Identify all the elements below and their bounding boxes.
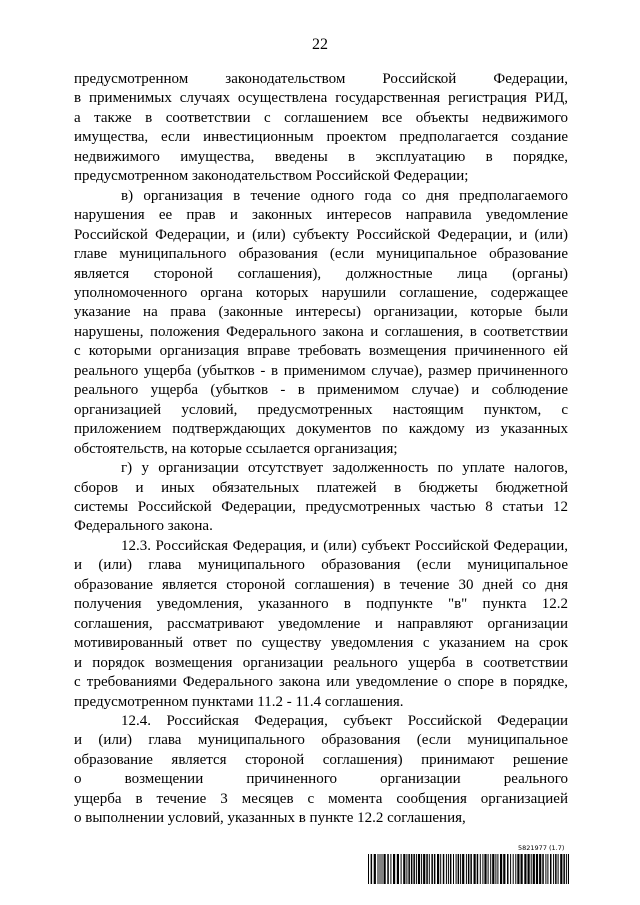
paragraph xyxy=(74,70,568,187)
text-line: приложением подтверждающих документов по каждому из указанных xyxy=(74,421,568,438)
text-line: имущества, если инвестиционным проектом предполагается создание xyxy=(74,129,568,146)
paragraph xyxy=(74,537,568,712)
text-line: реального ущерба (убытков - в применимом случае), размер причиненного xyxy=(74,362,568,379)
text-line: образование является стороной соглашения) в течение 30 дней со дня xyxy=(74,576,568,593)
document-body xyxy=(74,70,568,829)
text-line: 12.3. Российская Федерация, и (или) субъект Российской Федерации, xyxy=(121,537,568,554)
text-line: сборов и иных обязательных платежей в бюджеты бюджетной xyxy=(74,479,568,496)
text-line: уполномоченного органа которых нарушили соглашение, содержащее xyxy=(74,284,568,301)
text-line: в) организация в течение одного года со дня предполагаемого xyxy=(121,187,568,204)
text-line: образование является стороной соглашения) принимают решение xyxy=(74,751,568,768)
text-line: предусмотренном законодательством Российской Федерации; xyxy=(74,168,469,185)
text-line: с требованиями Федерального закона или уведомление о споре в порядке, xyxy=(74,674,568,691)
text-line: указание на права (законные интересы) организации, которые были xyxy=(74,304,568,321)
text-line: г) у организации отсутствует задолженность по уплате налогов, xyxy=(121,460,568,477)
text-line: с которыми организация вправе требовать возмещения причиненного ей xyxy=(74,343,568,360)
document-code: 5821977 (1.7) xyxy=(518,844,565,852)
text-line: недвижимого имущества, введены в эксплуатацию в порядке, xyxy=(74,148,568,165)
text-line: и (или) глава муниципального образования (если муниципальное xyxy=(74,557,568,574)
text-line: 12.4. Российская Федерация, субъект Российской Федерации xyxy=(121,712,568,729)
barcode xyxy=(368,854,569,884)
paragraph xyxy=(74,459,568,537)
text-line: предусмотренном пунктами 11.2 - 11.4 соглашения. xyxy=(74,693,404,710)
text-line: и порядок возмещения организации реального ущерба в соответствии xyxy=(74,654,568,671)
text-line: организацией условий, предусмотренных настоящим пунктом, с xyxy=(74,401,568,418)
paragraph xyxy=(74,187,568,459)
paragraph xyxy=(74,712,568,829)
page-number: 22 xyxy=(312,36,328,53)
text-line: Российской Федерации, и (или) субъекту Российской Федерации, и (или) xyxy=(74,226,568,243)
text-line: получения уведомления, указанного в подпункте "в" пункта 12.2 xyxy=(74,596,568,613)
text-line: соглашения, рассматривают уведомление и направляют организации xyxy=(74,615,568,632)
text-line: о возмещении причиненного организации реального xyxy=(74,771,568,788)
text-line: мотивированный ответ по существу уведомления с указанием на срок xyxy=(74,635,568,652)
text-line: главе муниципального образования (если муниципальное образование xyxy=(74,246,568,263)
text-line: нарушены, положения Федерального закона и соглашения, в соответствии xyxy=(74,323,568,340)
text-line: является стороной соглашения), должностные лица (органы) xyxy=(74,265,568,282)
text-line: в применимых случаях осуществлена государственная регистрация РИД, xyxy=(74,90,568,107)
text-line: реального ущерба (убытков - в применимом случае) и соблюдение xyxy=(74,382,568,399)
text-line: нарушения ее прав и законных интересов направила уведомление xyxy=(74,207,568,224)
text-line: Федерального закона. xyxy=(74,518,213,535)
text-line: о выполнении условий, указанных в пункте 12.2 соглашения, xyxy=(74,810,466,827)
text-line: а также в соответствии с соглашением все объекты недвижимого xyxy=(74,109,568,126)
text-line: системы Российской Федерации, предусмотренных частью 8 статьи 12 xyxy=(74,498,568,515)
text-line: ущерба в течение 3 месяцев с момента сообщения организацией xyxy=(74,790,568,807)
text-line: предусмотренном законодательством Российской Федерации, xyxy=(74,71,568,87)
text-line: и (или) глава муниципального образования (если муниципальное xyxy=(74,732,568,749)
text-line: обстоятельств, на которые ссылается организация; xyxy=(74,440,398,457)
